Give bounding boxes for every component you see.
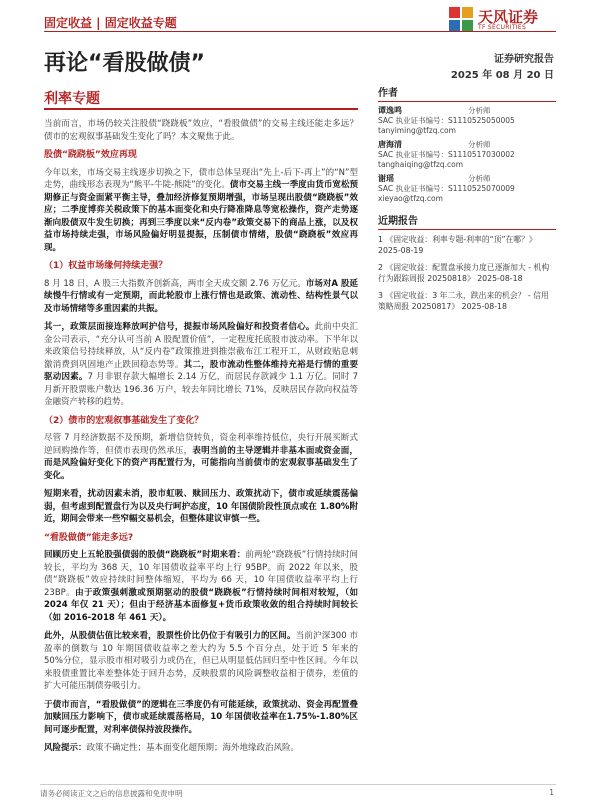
- paragraph-1: [44, 167, 358, 255]
- recent-report-link[interactable]: 2 《固定收益：配置盘承接力度已逐渐加大 - 机构行为跟踪周报 20250818》 2025-08-18: [378, 263, 550, 283]
- paragraph-8: 于债市而言，“看股做债”的逻辑在三季度仍有可能延续，政策扰动、资金再配置叠加赎回压力影响下，债市或延续震荡格局，10 年国债收益率在1.75%-1.80%区间可逐步配置，对利率债保持波段操作。: [44, 699, 358, 735]
- analyst-name: 唐海清: [378, 140, 402, 149]
- paragraph-3: [44, 321, 358, 409]
- p7-text: 当前沪深300 市盈率的倒数与 10 年期国债收益率之差大约为 5.5 个百分点，处于近 5 年来的 50%分位，显示股市相对吸引力或仍在，但已从明显低估回归至中性区间。今年以来股债重置比率差整体处于回升态势，反映股票的风险调整收益相于债券，差值的扩大可能压制债券吸引力。: [44, 631, 358, 691]
- p1-text: 今年以来，市场交易主线逐步切换之下，债市总体呈现出“先上-后下-再上”的“N”型走势，曲线形态表现为“熊平-牛陡-熊陡”的变化。: [44, 167, 358, 190]
- p3-text-1: 此前中央汇金公司表示，“充分认可当前 A 股配置价值”，一定程度托底股市波动率。下半年以来政策信号持续释放，从“反内卷”政策推进到推崇截布江工程开工，从财政贴息刺激消费到巩固地产止跌回稳态势等。: [44, 322, 358, 370]
- p2-highlight: 市场对A 股延续慢牛行情或有一定预期，而此轮股市上涨行情也是政策、流动性、结构性景气以及市场情绪等多重因素的共振。: [44, 278, 358, 314]
- paragraph-4: [44, 432, 358, 482]
- paragraph-6: [44, 549, 358, 624]
- analyst-cert: SAC 执业证书编号：S1110525050005: [378, 116, 515, 125]
- sidebar: [378, 84, 556, 318]
- p2-text: 8 月 18 日，A 股三大指数齐创新高，两市全天成交额 2.76 万亿元。: [44, 278, 306, 289]
- paragraph-2: [44, 278, 358, 316]
- p6-highlight-1: 回顾历史上五轮股强债弱的股债“跷跷板”时期来看：: [44, 550, 246, 560]
- section-heading-3: （2）债市的宏观叙事基础发生了变化？: [44, 415, 204, 426]
- p3-highlight-1: 其一，政策层面接连释放呵护信号，提振市场风险偏好和投资者信心。: [44, 322, 315, 332]
- logo-text-en: TF SECURITIES: [478, 24, 527, 31]
- analyst-role: 分析师: [468, 106, 491, 115]
- intro-paragraph: 当前而言，市场仍较关注股债“跷跷板”效应，“看股做债”的交易主线还能走多远？债市的宏观叙事基础发生变化了吗？本文聚焦于此。: [44, 119, 358, 142]
- analyst-email[interactable]: xieyao@tfzq.com: [378, 194, 443, 203]
- risk-label: 风险提示：: [44, 743, 87, 753]
- p6-highlight-2: 由于政策强刺激或预期驱动的股债“跷跷板”行情持续时间相对较短，（如 2024 年仅 21 天）；但由于经济基本面修复+货币政策收敛的组合持续时间较长（如 2016-2018 年 461 天）。: [44, 587, 358, 623]
- logo-icon: [448, 6, 474, 32]
- analyst-email[interactable]: tanghaiqing@tfzq.com: [378, 160, 464, 169]
- analyst-email[interactable]: tanyiming@tfzq.com: [378, 126, 456, 135]
- paragraph-5: 短期来看，扰动因素未消，股市虹吸、赎回压力、政策扰动下，债市或延续震荡偏弱，但考虑到配置盘行为以及央行呵护态度，10 年国债阶段性顶点或在 1.80%附近，期间会带来一些窄幅交易机会，但整体建议审慎一些。: [44, 489, 358, 524]
- section-heading-1: 股债“跷跷板”效应再现: [44, 150, 137, 160]
- p3-highlight-2: 其二，股市流动性整体维持充裕是行情的重要驱动因素。: [44, 359, 358, 382]
- risk-text: 政策不确定性；基本面变化超预期；海外地缘政治风险。: [86, 743, 300, 753]
- analyst-card: [378, 174, 556, 204]
- analyst-cert: SAC 执业证书编号：S1110517030002: [378, 150, 515, 159]
- main-content: [44, 118, 358, 761]
- p4-highlight: 表明当前的主导逻辑并非基本面或资金面，而是风险偏好变化下的资产再配置行为，可能指向当前债市的宏观叙事基础发生了变化。: [44, 445, 358, 481]
- header-divider: [44, 31, 556, 32]
- p1-highlight: 债市交易主线一季度由货币宽松预期修正与资金面紧平衡主导，叠加经济修复预期增强，市场呈现出股债“跷跷板”效应；二季度博弈关税政策下的基本面变化和央行降准降息等宽松操作，资产走势逐渐向股债双牛发生切换；再到三季度以来“反内卷”政策交易下的商品上涨，以及权益市场持续走强，市场风险偏好明显提振，压制债市情绪，股债“跷跷板”效应再现。: [44, 180, 358, 253]
- analyst-cert: SAC 执业证书编号：S1110525070009: [378, 184, 515, 193]
- section-heading-2: （1）权益市场缘何持续走强？: [44, 261, 168, 271]
- paragraph-7: [44, 630, 358, 693]
- p7-highlight: 此外，从股债估值比较来看，股票性价比仍位于有吸引力的区间。: [44, 631, 296, 641]
- analyst-name: 谭逸鸣: [378, 106, 402, 115]
- header-category: 固定收益 | 固定收益专题: [44, 16, 177, 30]
- report-type: 证券研究报告: [494, 54, 554, 65]
- recent-reports-heading: 近期报告: [378, 212, 556, 230]
- recent-report-link[interactable]: 1 《固定收益：利率专题-利率的“顶”在哪？》 2025-08-19: [378, 235, 537, 255]
- analyst-role: 分析师: [468, 174, 491, 183]
- section-heading-4: “看股做债”能走多远?: [44, 532, 134, 543]
- topic-divider: [44, 108, 358, 110]
- p4-text: 尽管 7 月经济数据不及预期，新增信贷转负，资金利率维持低位，央行开展买断式逆回购操作等，但债市表现仍然承压，: [44, 433, 358, 456]
- recent-report-link[interactable]: 3 《固定收益：3 年二永，跌出来的机会？ - 信用策略周报 20250817》 2025-08-18: [378, 291, 549, 311]
- analyst-role: 分析师: [468, 140, 491, 149]
- authors-heading: 作者: [378, 84, 556, 102]
- footer-disclaimer: 请务必阅读正文之后的信息披露和免责申明: [40, 789, 183, 798]
- analyst-card: [378, 106, 556, 136]
- p6-text: 前两轮“跷跷板”行情持续时间较长，平均为 368 天，10 年国债收益率平均上行 95BP。而 2022 年以来，股债“跷跷板”效应持续时间整体缩短，平均为 66 天，10 年国债收益率平均上行 23BP。: [44, 550, 358, 598]
- p3-text-2: 7 月非银存款大幅增长 2.14 万亿，而居民存款减少 1.1 万亿。同时 7 月新开股票账户数达 196.36 万户，较去年同比增长 71%，反映居民存款向权益等金融资产转移的趋势。: [44, 372, 358, 407]
- analyst-name: 谢瑶: [378, 174, 394, 183]
- page-number: 1: [549, 788, 554, 797]
- risk-paragraph: [44, 742, 358, 755]
- company-logo: [448, 4, 558, 34]
- page-title: 再论“看股做债”: [44, 51, 205, 76]
- report-date: 2025 年 08 月 20 日: [450, 70, 554, 81]
- topic-label: 利率专题: [44, 91, 100, 107]
- logo-text-cn: 天风证券: [478, 8, 539, 26]
- analyst-card: [378, 140, 556, 170]
- footer-divider: [40, 784, 556, 785]
